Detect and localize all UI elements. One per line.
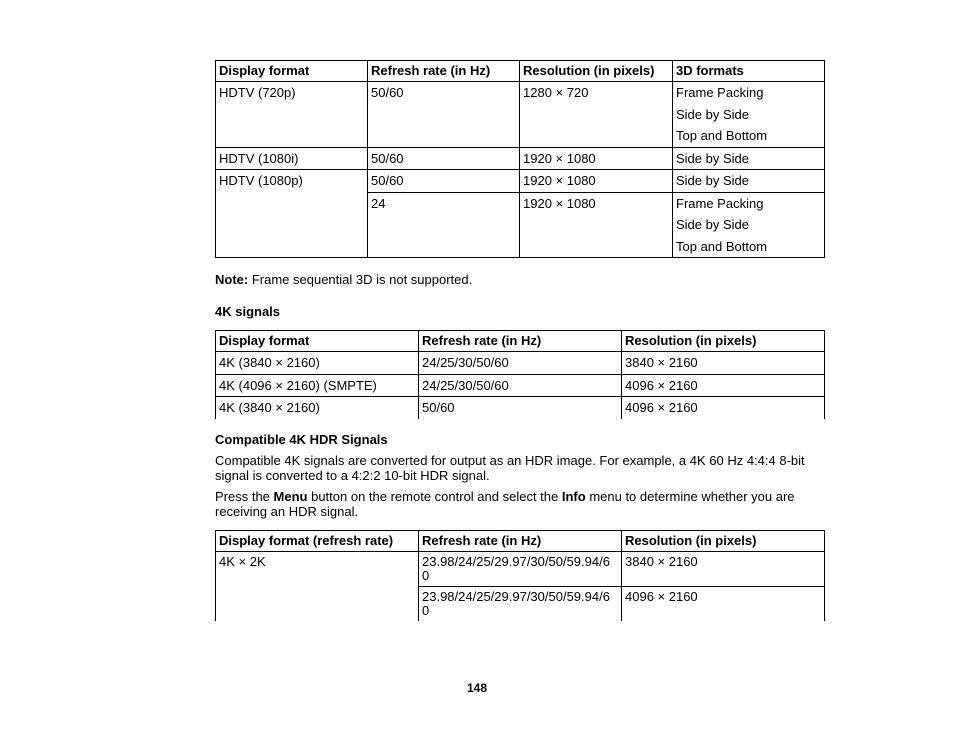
table-cell: 24/25/30/50/60: [419, 352, 622, 375]
table-cell: 4096 × 2160: [622, 587, 825, 622]
note-paragraph: [215, 272, 825, 287]
table-cell: 4K (3840 × 2160): [216, 397, 419, 419]
text-run: button on the remote control and select the: [307, 489, 562, 504]
table-row: [216, 147, 825, 170]
hdr-paragraph-1: Compatible 4K signals are converted for output as an HDR image. For example, a 4K 60 Hz 4:4:4 8-bit signal is converted to a 4:2:2 10-bit HDR signal.: [215, 453, 805, 483]
format-item: Frame Packing: [676, 85, 764, 100]
format-item: Frame Packing: [676, 195, 764, 211]
table-cell: 4K (4096 × 2160) (SMPTE): [216, 374, 419, 397]
column-header: Display format: [216, 61, 368, 82]
column-header: Resolution (in pixels): [622, 331, 825, 352]
table-cell: Side by Side: [673, 147, 825, 170]
section-heading-4k: 4K signals: [215, 304, 281, 319]
text-run: Press the: [215, 489, 274, 504]
table-cell: HDTV (720p): [216, 82, 368, 148]
hdr-paragraph-2: [215, 489, 825, 519]
rate-line: 0: [422, 603, 430, 618]
table-4k-signals: [215, 330, 825, 419]
table-cell: 50/60: [419, 397, 622, 419]
section-heading-hdr: Compatible 4K HDR Signals: [215, 432, 388, 447]
table-cell: Side by Side: [673, 170, 825, 193]
text-run: menu to determine whether you are receiving an HDR signal.: [215, 489, 795, 519]
table-cell: [673, 192, 825, 258]
format-item: Side by Side: [676, 217, 749, 232]
table-row: [216, 397, 825, 419]
column-header: Resolution (in pixels): [622, 531, 825, 552]
info-keyword: Info: [561, 489, 586, 504]
column-header: Refresh rate (in Hz): [419, 331, 622, 352]
table-cell: 1920 × 1080: [520, 147, 673, 170]
table-cell: [419, 587, 622, 622]
table-cell: 50/60: [368, 147, 520, 170]
format-item: Side by Side: [676, 106, 749, 122]
table-cell: 1280 × 720: [520, 82, 673, 148]
table-cell: 4K (3840 × 2160): [216, 352, 419, 375]
table-cell: 24: [368, 192, 520, 258]
table-cell: 50/60: [368, 170, 520, 193]
table-row: [216, 552, 825, 587]
page-number: 148: [466, 681, 488, 695]
table-cell: [419, 552, 622, 587]
table-cell: 3840 × 2160: [622, 352, 825, 375]
table-cell: 1920 × 1080: [520, 192, 673, 258]
table-row: [216, 82, 825, 148]
table-header-row: [216, 331, 825, 352]
table-row: [216, 170, 825, 193]
column-header: Refresh rate (in Hz): [419, 531, 622, 552]
table-cell: 24/25/30/50/60: [419, 374, 622, 397]
column-header: Resolution (in pixels): [520, 61, 673, 82]
rate-line: 23.98/24/25/29.97/30/50/59.94/6: [422, 589, 610, 604]
table-header-row: [216, 531, 825, 552]
note-label: Note:: [215, 272, 249, 287]
format-item: Top and Bottom: [676, 128, 768, 143]
note-text: Frame sequential 3D is not supported.: [248, 272, 473, 287]
table-row: [216, 352, 825, 375]
column-header: 3D formats: [673, 61, 825, 82]
table-cell: 4096 × 2160: [622, 397, 825, 419]
rate-line: 23.98/24/25/29.97/30/50/59.94/6: [422, 554, 610, 569]
table-cell: 1920 × 1080: [520, 170, 673, 193]
table-cell: 3840 × 2160: [622, 552, 825, 587]
rate-line: 0: [422, 568, 430, 583]
menu-keyword: Menu: [273, 489, 308, 504]
table-header-row: [216, 61, 825, 82]
table-cell: HDTV (1080p): [216, 170, 368, 258]
table-3d-formats: [215, 60, 825, 258]
table-cell: 4K × 2K: [216, 552, 419, 622]
table-row: [216, 374, 825, 397]
table-cell: 50/60: [368, 82, 520, 148]
table-cell: HDTV (1080i): [216, 147, 368, 170]
column-header: Display format: [216, 331, 419, 352]
table-cell: 4096 × 2160: [622, 374, 825, 397]
format-item: Top and Bottom: [676, 238, 768, 254]
column-header: Display format (refresh rate): [216, 531, 419, 552]
table-hdr-signals: [215, 530, 825, 621]
column-header: Refresh rate (in Hz): [368, 61, 520, 82]
table-cell: [673, 82, 825, 148]
